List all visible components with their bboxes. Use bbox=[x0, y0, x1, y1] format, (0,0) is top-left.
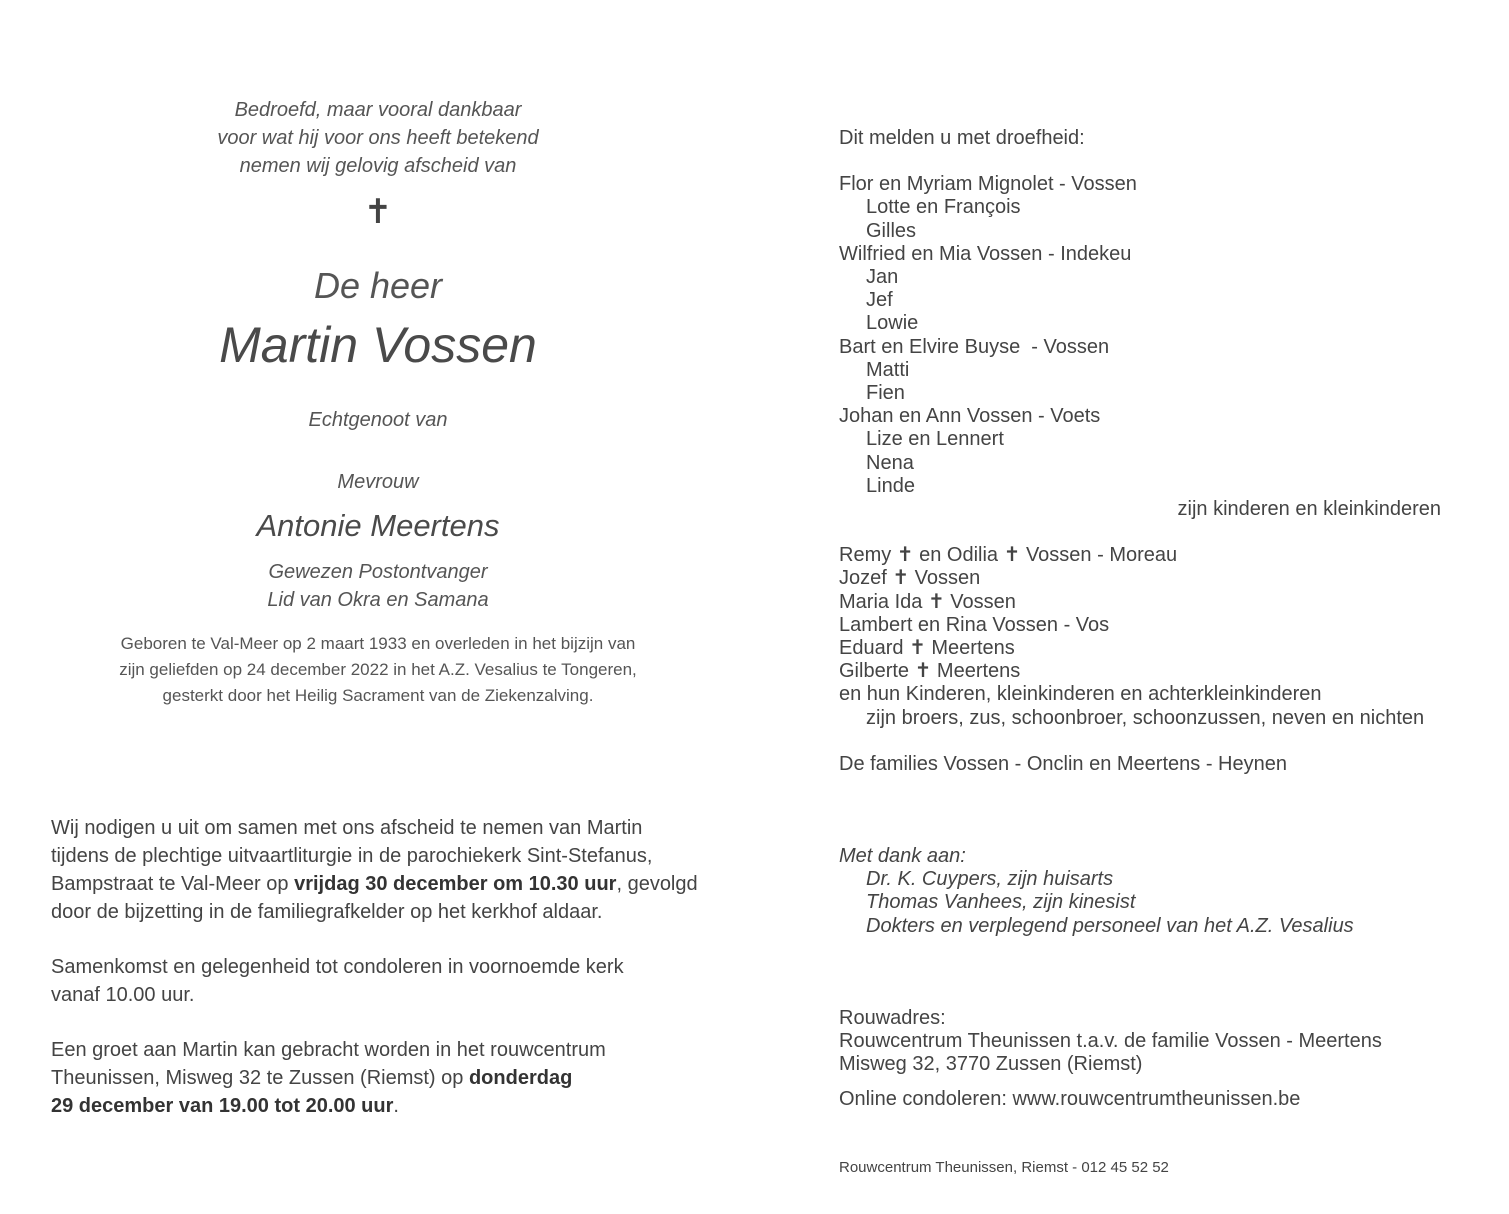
ceremony-info bbox=[51, 814, 731, 1147]
families-line: De families Vossen - Onclin en Meertens - Heynen bbox=[839, 752, 1287, 775]
cross-icon: ✝ bbox=[927, 590, 945, 613]
grandchild-name: Fien bbox=[866, 382, 905, 405]
grandchild-name: Gilles bbox=[866, 219, 917, 242]
invitation-line: Bampstraat te Val-Meer op bbox=[51, 873, 295, 895]
grandchild-name: Lotte en François bbox=[866, 196, 1021, 219]
deceased-name: Martin Vossen bbox=[219, 317, 537, 373]
cross-icon: ✝ bbox=[896, 544, 914, 567]
greeting-line: Een groet aan Martin kan gebracht worden in het rouwcentrum bbox=[51, 1039, 606, 1061]
intro-line: Bedroefd, maar vooral dankbaar bbox=[234, 99, 522, 121]
grandchild-name: Nena bbox=[866, 451, 914, 474]
grandchild-name: Jef bbox=[866, 289, 893, 312]
greeting-line: Theunissen, Misweg 32 te Zussen (Riemst) op bbox=[51, 1067, 469, 1089]
grandchild-name: Lowie bbox=[866, 312, 919, 335]
grandchild-name: Matti bbox=[866, 358, 910, 381]
bio-line: Geboren te Val-Meer op 2 maart 1933 en overleden in het bijzijn van bbox=[120, 634, 636, 653]
sibling-line: Eduard ✝ Meertens bbox=[839, 637, 1015, 660]
role-line: Lid van Okra en Samana bbox=[267, 589, 489, 611]
online-condolence: Online condoleren: www.rouwcentrumtheunissen.be bbox=[839, 1087, 1301, 1110]
sibling-line: Gilberte ✝ Meertens bbox=[839, 660, 1021, 683]
grandchild-name: Jan bbox=[866, 266, 899, 289]
cross-icon: ✝ bbox=[914, 660, 932, 683]
address-line: Rouwcentrum Theunissen t.a.v. de familie Vossen - Meertens bbox=[839, 1030, 1382, 1053]
thanks-title: Met dank aan: bbox=[839, 845, 966, 868]
invitation-line: door de bijzetting in de familiegrafkelder op het kerkhof aldaar. bbox=[51, 901, 603, 923]
greeting-line: . bbox=[393, 1095, 399, 1117]
thanks-line: Dr. K. Cuypers, zijn huisarts bbox=[866, 868, 1114, 891]
bio-line: gesterkt door het Heilig Sacrament van de Ziekenzalving. bbox=[162, 686, 594, 705]
invitation-line: Wij nodigen u uit om samen met ons afscheid te nemen van Martin bbox=[51, 817, 643, 839]
sibling-line: Remy ✝ en Odilia ✝ Vossen - Moreau bbox=[839, 544, 1178, 567]
gathering-line: vanaf 10.00 uur. bbox=[51, 984, 195, 1006]
spouse-title: Mevrouw bbox=[337, 471, 419, 493]
family-name: Johan en Ann Vossen - Voets bbox=[839, 405, 1101, 428]
funeral-datetime: vrijdag 30 december om 10.30 uur bbox=[294, 873, 617, 895]
greeting-paragraph bbox=[51, 1036, 731, 1120]
announce-text: Dit melden u met droefheid: bbox=[839, 127, 1085, 149]
invitation-paragraph bbox=[51, 814, 731, 926]
grandchild-name: Lize en Lennert bbox=[866, 428, 1004, 451]
sibling-line: Maria Ida ✝ Vossen bbox=[839, 590, 1016, 613]
children-caption: zijn kinderen en kleinkinderen bbox=[1177, 498, 1441, 521]
sibling-line: en hun Kinderen, kleinkinderen en achterkleinkinderen bbox=[839, 683, 1322, 706]
invitation-line: tijdens de plechtige uitvaartliturgie in de parochiekerk Sint-Stefanus, bbox=[51, 845, 653, 867]
visitation-day: donderdag bbox=[468, 1067, 573, 1089]
address-line: Misweg 32, 3770 Zussen (Riemst) bbox=[839, 1053, 1143, 1076]
siblings-caption: zijn broers, zus, schoonbroer, schoonzussen, neven en nichten bbox=[866, 706, 1425, 729]
visitation-datetime: 29 december van 19.00 tot 20.00 uur bbox=[51, 1095, 394, 1117]
sibling-line: Lambert en Rina Vossen - Vos bbox=[839, 613, 1110, 636]
intro-line: voor wat hij voor ons heeft betekend bbox=[217, 127, 539, 149]
deceased-section bbox=[80, 96, 676, 709]
biography bbox=[80, 631, 676, 709]
cross-icon: ✝ bbox=[909, 637, 926, 660]
role-line: Gewezen Postontvanger bbox=[268, 561, 488, 583]
cross-icon: ✝ bbox=[892, 567, 910, 590]
spouse-name: Antonie Meertens bbox=[256, 508, 500, 543]
family-name: Wilfried en Mia Vossen - Indekeu bbox=[839, 242, 1132, 265]
spouse-intro: Echtgenoot van bbox=[308, 409, 448, 431]
sibling-line: Jozef ✝ Vossen bbox=[839, 567, 981, 590]
intro-line: nemen wij gelovig afscheid van bbox=[239, 155, 517, 177]
bio-line: zijn geliefden op 24 december 2022 in het A.Z. Vesalius te Tongeren, bbox=[119, 660, 637, 679]
thanks-line: Thomas Vanhees, zijn kinesist bbox=[866, 891, 1136, 914]
invitation-line: , gevolgd bbox=[616, 873, 698, 895]
family-section bbox=[839, 127, 1479, 1179]
footer-contact: Rouwcentrum Theunissen, Riemst - 012 45 52 52 bbox=[839, 1158, 1169, 1176]
deceased-title: De heer bbox=[313, 265, 443, 306]
cross-icon: ✝ bbox=[1003, 544, 1021, 567]
address-title: Rouwadres: bbox=[839, 1006, 946, 1029]
family-name: Bart en Elvire Buyse - Vossen bbox=[839, 335, 1110, 358]
grandchild-name: Linde bbox=[866, 474, 915, 497]
family-name: Flor en Myriam Mignolet - Vossen bbox=[839, 173, 1137, 196]
cross-icon: ✝ bbox=[363, 193, 393, 231]
gathering-line: Samenkomst en gelegenheid tot condoleren in voornoemde kerk bbox=[51, 956, 624, 978]
intro-text bbox=[80, 96, 676, 180]
thanks-line: Dokters en verplegend personeel van het A.Z. Vesalius bbox=[866, 914, 1354, 937]
gathering-paragraph bbox=[51, 953, 731, 1009]
roles bbox=[80, 558, 676, 614]
